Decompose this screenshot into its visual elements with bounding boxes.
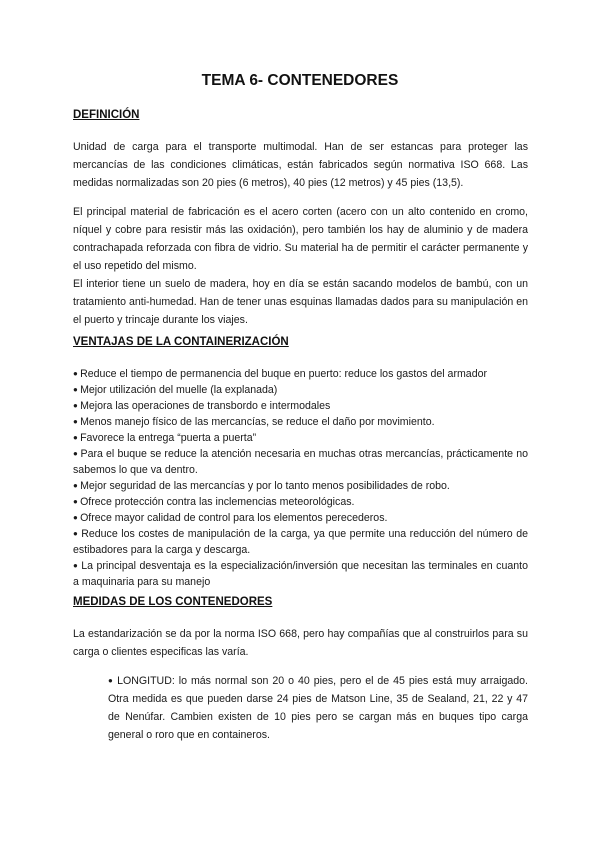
- heading-definicion: DEFINICIÓN: [73, 109, 140, 121]
- paragraph-definicion-2: El principal material de fabricación es el acero corten (acero con un alto contenido en cromo, níquel y cobre para resistir más las oxidación), pero también los hay de aluminio y de madera contrachapada reforzada con fibra de vidrio. Su material ha de permitir el carácter permanente y el uso repetido del mismo.: [73, 206, 528, 272]
- paragraph-definicion-1: Unidad de carga para el transporte multimodal. Han de ser estancas para proteger las mercancías de las condiciones climáticas, están fabricados según normativa ISO 668. Las medidas normalizadas son 20 pies (6 metros), 40 pies (12 metros) y 45 pies (13,5).: [73, 141, 528, 189]
- list-item: ● Ofrece protección contra las inclemencias meteorológicas.: [73, 494, 528, 510]
- list-item: ● Ofrece mayor calidad de control para los elementos perecederos.: [73, 510, 528, 526]
- paragraph-medidas: La estandarización se da por la norma ISO 668, pero hay compañías que al construirlos para su carga o clientes especificas las varía.: [73, 628, 528, 658]
- medidas-list: [108, 672, 528, 744]
- list-item: ● Mejor seguridad de las mercancías y por lo tanto menos posibilidades de robo.: [73, 478, 528, 494]
- paragraph-definicion-3: El interior tiene un suelo de madera, hoy en día se están sacando modelos de bambú, con un tratamiento anti-humedad. Han de tener unas esquinas llamadas dados para su manipulación en el puerto y trincaje durante los viajes.: [73, 278, 528, 326]
- ventajas-list: [73, 366, 528, 590]
- list-item: ● Reduce los costes de manipulación de la carga, ya que permite una reducción del número de estibadores para la carga y descarga.: [73, 526, 528, 558]
- heading-ventajas: VENTAJAS DE LA CONTAINERIZACIÓN: [73, 336, 289, 348]
- list-item: ● Menos manejo físico de las mercancías, se reduce el daño por movimiento.: [73, 414, 528, 430]
- list-item: ● Favorece la entrega “puerta a puerta”: [73, 430, 528, 446]
- page-title: TEMA 6- CONTENEDORES: [201, 72, 399, 89]
- heading-medidas: MEDIDAS DE LOS CONTENEDORES: [73, 596, 273, 608]
- list-item: ● Reduce el tiempo de permanencia del buque en puerto: reduce los gastos del armador: [73, 366, 528, 382]
- list-item: ● Mejor utilización del muelle (la explanada): [73, 382, 528, 398]
- list-item: ● LONGITUD: lo más normal son 20 o 40 pies, pero el de 45 pies está muy arraigado. Otra medida es que pueden darse 24 pies de Matson Line, 35 de Sealand, 21, 22 y 47 de Nenúfar. Cambien existen de 10 pies pero se cargan más en buques tipo carga general o roro que en containeros.: [108, 672, 528, 744]
- list-item: ● Para el buque se reduce la atención necesaria en muchas otras mercancías, prácticamente no sabemos lo que va dentro.: [73, 446, 528, 478]
- list-item: ● Mejora las operaciones de transbordo e intermodales: [73, 398, 528, 414]
- list-item: ● La principal desventaja es la especialización/inversión que necesitan las terminales en cuanto a maquinaria para su manejo: [73, 558, 528, 590]
